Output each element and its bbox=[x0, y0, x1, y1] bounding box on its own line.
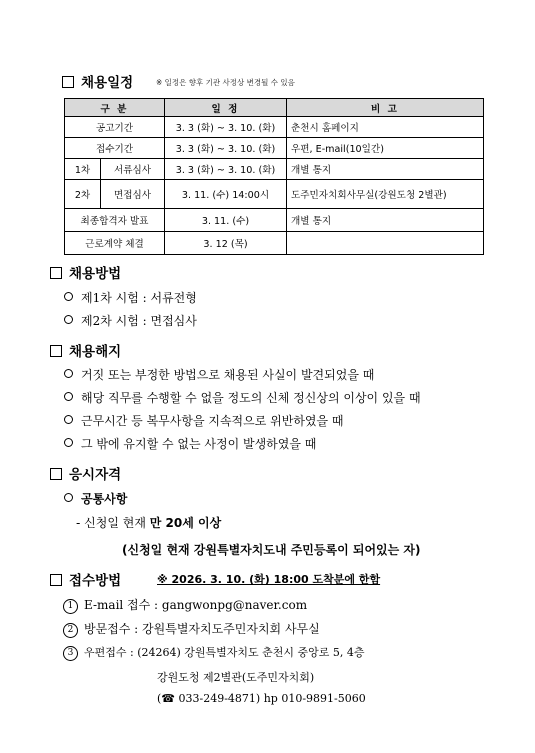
row-remark: 개별 통지 bbox=[287, 159, 484, 180]
row-label: 서류심사 bbox=[101, 159, 165, 180]
cancel-item-text: 그 밖에 유지할 수 없는 사정이 발생하였을 때 bbox=[81, 437, 317, 451]
list-item bbox=[64, 412, 344, 429]
cancel-heading bbox=[50, 340, 121, 360]
apply-title: 접수방법 bbox=[69, 573, 122, 589]
qualify-residency: (신청일 현재 강원특별자치도내 주민등록이 되어있는 자) bbox=[122, 543, 421, 557]
apply-item-text: 우편접수 : (24264) 강원특별자치도 춘천시 중앙로 5, 4층 bbox=[84, 646, 365, 659]
apply-deadline: ※ 2026. 3. 10. (화) 18:00 도착분에 한함 bbox=[157, 573, 381, 586]
qualify-sub-title: 공통사항 bbox=[81, 492, 128, 506]
checkbox-square-icon bbox=[62, 76, 74, 88]
row-remark: 개별 통지 bbox=[287, 209, 484, 232]
phone-text: 033-249-4871) hp 010-9891-5060 bbox=[178, 692, 366, 705]
qualify-heading bbox=[50, 463, 121, 483]
header-remark: 비 고 bbox=[287, 99, 484, 117]
row-stage: 1차 bbox=[65, 159, 101, 180]
qualify-age-line bbox=[76, 514, 221, 531]
header-date: 일 정 bbox=[165, 99, 287, 117]
apply-address-line2: 강원도청 제2별관(도주민자치회) bbox=[157, 671, 315, 684]
circle-bullet-icon bbox=[64, 315, 73, 324]
list-item bbox=[63, 596, 307, 614]
checkbox-square-icon bbox=[50, 267, 62, 279]
checkbox-square-icon bbox=[50, 574, 62, 586]
circle-bullet-icon bbox=[64, 392, 73, 401]
circle-bullet-icon bbox=[64, 369, 73, 378]
list-item bbox=[64, 289, 197, 306]
row-date: 3. 3 (화) ~ 3. 10. (화) bbox=[165, 138, 287, 159]
row-label: 최종합격자 발표 bbox=[65, 209, 165, 232]
circled-number-icon: 3 bbox=[63, 646, 78, 661]
checkbox-square-icon bbox=[50, 468, 62, 480]
list-item bbox=[63, 620, 320, 638]
row-remark: 도주민자치회사무실(강원도청 2별관) bbox=[287, 180, 484, 209]
row-date: 3. 11. (수) bbox=[165, 209, 287, 232]
qualify-subheading bbox=[64, 490, 127, 507]
apply-item-text: E-mail 접수 : gangwonpg@naver.com bbox=[84, 598, 308, 612]
row-label: 근로계약 체결 bbox=[65, 232, 165, 255]
table-row bbox=[65, 159, 484, 180]
list-item bbox=[64, 366, 374, 383]
row-remark: 우편, E-mail(10일간) bbox=[287, 138, 484, 159]
row-date: 3. 3 (화) ~ 3. 10. (화) bbox=[165, 117, 287, 138]
row-date: 3. 12 (목) bbox=[165, 232, 287, 255]
method-item-text: 제1차 시험 : 서류전형 bbox=[81, 291, 197, 305]
qualify-title: 응시자격 bbox=[69, 467, 122, 483]
cancel-item-text: 해당 직무를 수행할 수 없을 정도의 신체 정신상의 이상이 있을 때 bbox=[81, 391, 421, 405]
schedule-note: ※ 일정은 향후 기관 사정상 변경될 수 있음 bbox=[156, 78, 295, 87]
row-label: 면접심사 bbox=[101, 180, 165, 209]
row-remark bbox=[287, 232, 484, 255]
circle-bullet-icon bbox=[64, 415, 73, 424]
circle-bullet-icon bbox=[64, 438, 73, 447]
row-label: 공고기간 bbox=[65, 117, 165, 138]
checkbox-square-icon bbox=[50, 345, 62, 357]
row-label: 접수기간 bbox=[65, 138, 165, 159]
table-row bbox=[65, 117, 484, 138]
schedule-table bbox=[64, 98, 484, 255]
list-item bbox=[64, 312, 197, 329]
row-stage: 2차 bbox=[65, 180, 101, 209]
row-remark: 춘천시 홈페이지 bbox=[287, 117, 484, 138]
method-title: 채용방법 bbox=[69, 266, 122, 282]
qualify-line-bold: 만 20세 이상 bbox=[149, 516, 222, 530]
table-row bbox=[65, 180, 484, 209]
row-date: 3. 11. (수) 14:00시 bbox=[165, 180, 287, 209]
apply-phone-line bbox=[157, 692, 366, 705]
cancel-title: 채용해지 bbox=[69, 344, 122, 360]
row-date: 3. 3 (화) ~ 3. 10. (화) bbox=[165, 159, 287, 180]
phone-paren: ( bbox=[157, 692, 162, 705]
circled-number-icon: 1 bbox=[63, 599, 78, 614]
list-item bbox=[64, 389, 421, 406]
circled-number-icon: 2 bbox=[63, 623, 78, 638]
apply-heading bbox=[50, 569, 121, 589]
circle-bullet-icon bbox=[64, 292, 73, 301]
schedule-title: 채용일정 bbox=[81, 75, 134, 91]
apply-item-text: 방문접수 : 강원특별자치도주민자치회 사무실 bbox=[84, 622, 320, 636]
phone-icon: ☎ bbox=[161, 692, 175, 705]
table-header-row bbox=[65, 99, 484, 117]
method-heading bbox=[50, 262, 121, 282]
schedule-heading bbox=[62, 71, 133, 91]
table-row bbox=[65, 232, 484, 255]
qualify-line-prefix: - 신청일 현재 bbox=[76, 516, 150, 530]
table-row bbox=[65, 138, 484, 159]
header-category: 구 분 bbox=[65, 99, 165, 117]
cancel-item-text: 거짓 또는 부정한 방법으로 채용된 사실이 발견되었을 때 bbox=[81, 368, 375, 382]
method-item-text: 제2차 시험 : 면접심사 bbox=[81, 314, 197, 328]
table-row bbox=[65, 209, 484, 232]
circle-bullet-icon bbox=[64, 493, 73, 502]
list-item bbox=[64, 435, 316, 452]
cancel-item-text: 근무시간 등 복무사항을 지속적으로 위반하였을 때 bbox=[81, 414, 344, 428]
list-item bbox=[63, 644, 365, 661]
